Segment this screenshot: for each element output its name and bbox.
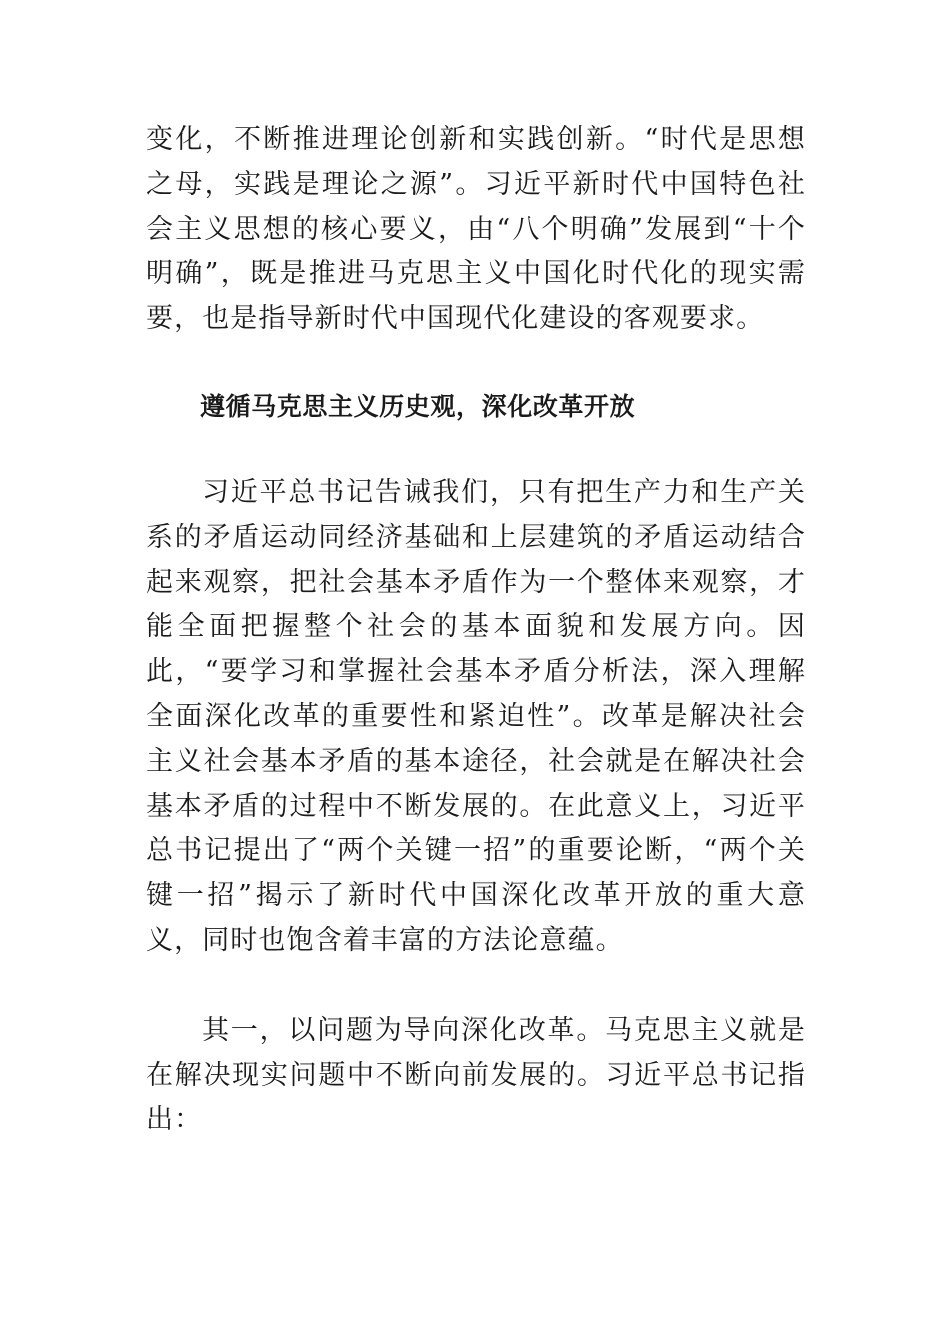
paragraph-continued: 变化，不断推进理论创新和实践创新。“时代是思想之母，实践是理论之源”。习近平新时代中国特色社会主义思想的核心要义，由“八个明确”发展到“十个明确”，既是推进马克思主义中国化时代化的现实需要，也是指导新时代中国现代化建设的客观要求。 xyxy=(146,124,806,335)
paragraph-3: 其一，以问题为导向深化改革。马克思主义就是在解决现实问题中不断向前发展的。习近平总书记指出： xyxy=(146,1014,806,1136)
document-page xyxy=(146,118,806,1143)
section-heading: 遵循马克思主义历史观，深化改革开放 xyxy=(200,391,636,421)
paragraph-2: 习近平总书记告诫我们，只有把生产力和生产关系的矛盾运动同经济基础和上层建筑的矛盾运动结合起来观察，把社会基本矛盾作为一个整体来观察，才能全面把握整个社会的基本面貌和发展方向。因此，“要学习和掌握社会基本矛盾分析法，深入理解全面深化改革的重要性和紧迫性”。改革是解决社会主义社会基本矛盾的基本途径，社会就是在解决社会基本矛盾的过程中不断发展的。在此意义上，习近平总书记提出了“两个关键一招”的重要论断，“两个关键一招”揭示了新时代中国深化改革开放的重大意义，同时也饱含着丰富的方法论意蕴。 xyxy=(146,476,806,956)
